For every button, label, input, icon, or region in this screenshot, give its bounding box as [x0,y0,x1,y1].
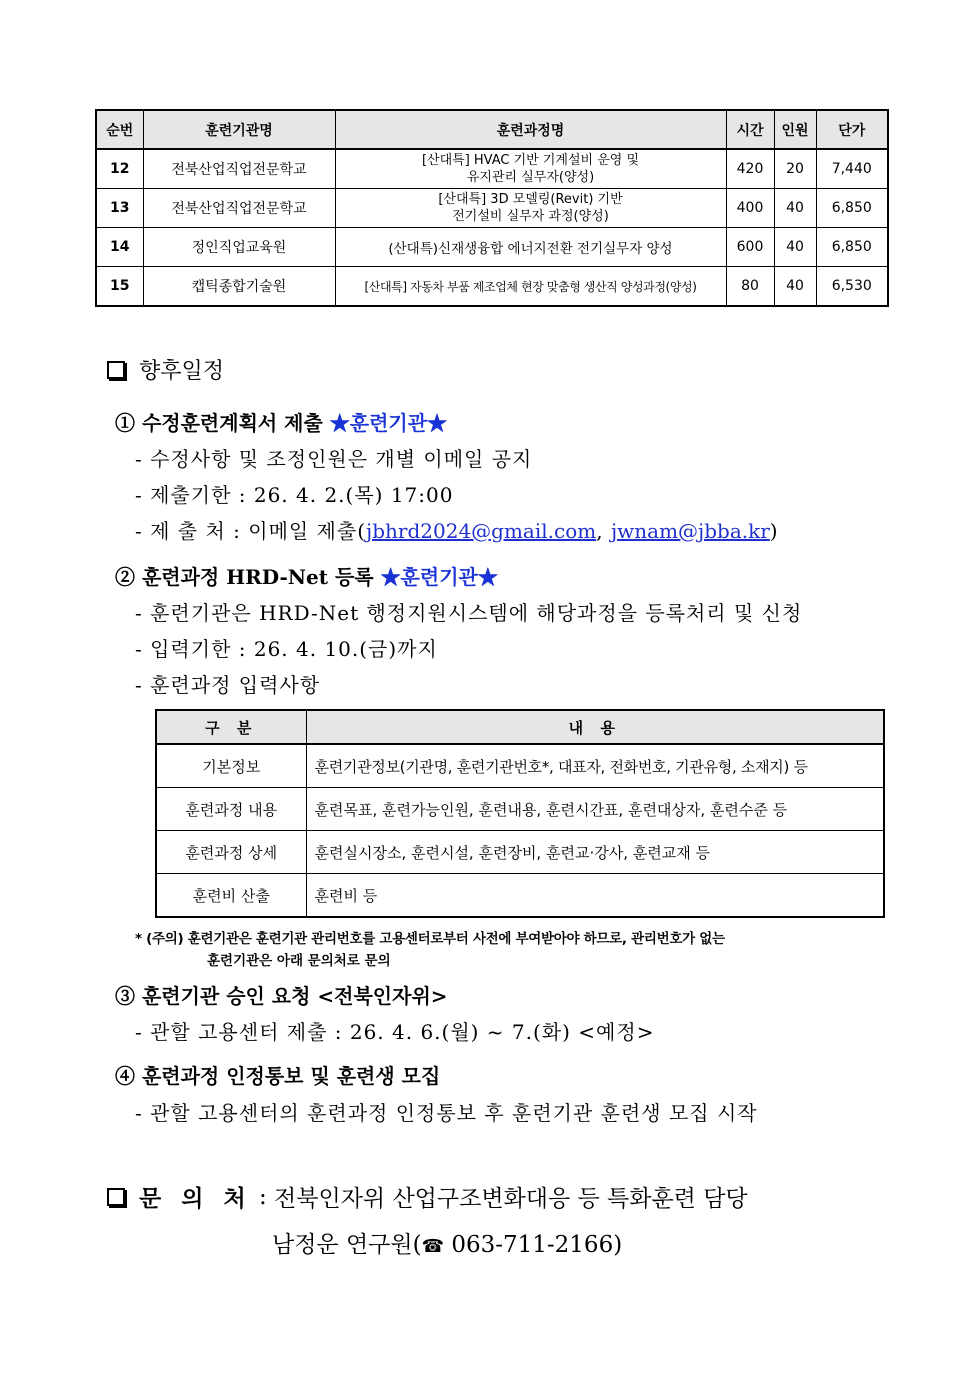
header-category: 구 분 [156,710,306,744]
row-hours: 400 [726,189,774,228]
row-price: 6,850 [816,189,888,228]
table-row [96,228,888,267]
row-no: 14 [96,228,143,267]
row-people: 40 [774,267,816,307]
email-link-1[interactable]: jbhrd2024@gmail.com [366,519,597,543]
header-hours: 시간 [726,110,774,149]
row-people: 40 [774,228,816,267]
note-line1: * (주의) 훈련기관은 훈련기관 관리번호를 고용센터로부터 사전에 부여받아야 하므로, 관리번호가 없는 [135,931,725,947]
table-row [96,267,888,307]
note [135,928,887,972]
step4-line1: - 관할 고용센터의 훈련과정 인정통보 후 훈련기관 훈련생 모집 시작 [135,1101,758,1125]
email-separator: , [596,519,611,543]
input-table-header [156,710,884,744]
row-course: [산대특] 자동차 부품 제조업체 현장 맞춤형 생산직 양성과정(양성) [335,267,726,307]
step3-title: ③ 훈련기관 승인 요청 <전북인자위> [115,984,448,1008]
email-link-2[interactable]: jwnam@jbba.kr [610,519,770,543]
table-row [96,149,888,189]
header-people: 인원 [774,110,816,149]
submit-label: - 제 출 처 : 이메일 제출( [135,519,367,543]
table-row [156,744,884,788]
row-org: 캡틱종합기술원 [143,267,335,307]
input-items-table [155,709,885,918]
row-category: 훈련비 산출 [156,874,306,918]
row-course: (산대특)신재생융합 에너지전환 전기실무자 양성 [335,228,726,267]
step1-title-text: ① 수정훈련계획서 제출 [115,411,323,435]
table-row [96,189,888,228]
table-row [156,788,884,831]
header-org: 훈련기관명 [143,110,335,149]
step2-line3: - 훈련과정 입력사항 [135,673,321,697]
step1-tag: ★훈련기관★ [329,411,448,435]
step1-line1: - 수정사항 및 조정인원은 개별 이메일 공지 [135,447,533,471]
phone-icon: ☎ [421,1236,445,1257]
row-price: 6,530 [816,267,888,307]
row-content: 훈련실시장소, 훈련시설, 훈련장비, 훈련교·강사, 훈련교재 등 [306,831,884,874]
row-course [335,149,726,189]
row-content: 훈련비 등 [306,874,884,918]
note-line2: 훈련기관은 아래 문의처로 문의 [207,953,391,969]
contact-text: 전북인자위 산업구조변화대응 등 특화훈련 담당 [274,1186,748,1212]
step4-title: ④ 훈련과정 인정통보 및 훈련생 모집 [115,1064,441,1088]
contact-person: 남정운 연구원( [272,1232,422,1258]
course-table-header [96,110,888,149]
row-price: 6,850 [816,228,888,267]
row-hours: 600 [726,228,774,267]
row-category: 훈련과정 상세 [156,831,306,874]
row-course-line2: 유지관리 실무자(양성) [466,170,595,185]
row-people: 40 [774,189,816,228]
step1-title [115,407,447,436]
row-no: 15 [96,267,143,307]
row-org: 전북산업직업전문학교 [143,149,335,189]
schedule-title: 향후일정 [139,359,225,384]
header-no: 순번 [96,110,143,149]
contact-phone: 063-711-2166) [444,1232,623,1258]
step2-tag: ★훈련기관★ [380,565,498,589]
row-hours: 420 [726,149,774,189]
row-org: 정인직업교육원 [143,228,335,267]
header-content: 내 용 [306,710,884,744]
row-content: 훈련기관정보(기관명, 훈련기관번호*, 대표자, 전화번호, 기관유형, 소재지) 등 [306,744,884,788]
step2-line1: - 훈련기관은 HRD-Net 행정지원시스템에 해당과정을 등록처리 및 신청 [135,601,803,625]
row-org: 전북산업직업전문학교 [143,189,335,228]
table-row [156,831,884,874]
row-no: 12 [96,149,143,189]
row-category: 기본정보 [156,744,306,788]
row-course [335,189,726,228]
checkbox-square-icon [107,1188,125,1206]
header-course: 훈련과정명 [335,110,726,149]
contact-label: 문 의 처 [139,1185,252,1212]
contact-colon: : [251,1183,275,1210]
row-course-line1: [산대특] HVAC 기반 기계설비 운영 및 [421,153,640,168]
row-no: 13 [96,189,143,228]
course-table [95,109,889,307]
contact-line [107,1180,748,1213]
row-people: 20 [774,149,816,189]
row-course-line1: [산대특] 3D 모델링(Revit) 기반 [438,192,623,207]
schedule-heading [107,354,224,385]
step3-line1: - 관할 고용센터 제출 : 26. 4. 6.(월) ~ 7.(화) <예정> [135,1020,655,1044]
row-price: 7,440 [816,149,888,189]
table-row [156,874,884,918]
row-category: 훈련과정 내용 [156,788,306,831]
step1-line3 [135,515,779,544]
checkbox-square-icon [107,361,125,379]
row-content: 훈련목표, 훈련가능인원, 훈련내용, 훈련시간표, 훈련대상자, 훈련수준 등 [306,788,884,831]
contact-person-line [272,1226,622,1259]
submit-suffix: ) [769,519,779,543]
row-hours: 80 [726,267,774,307]
row-course-line2: 전기설비 실무자 과정(양성) [452,209,609,224]
step2-title-text: ② 훈련과정 HRD-Net 등록 [115,565,374,589]
step2-title [115,561,498,590]
header-price: 단가 [816,110,888,149]
step2-line2: - 입력기한 : 26. 4. 10.(금)까지 [135,637,438,661]
step1-line2: - 제출기한 : 26. 4. 2.(목) 17:00 [135,483,454,507]
